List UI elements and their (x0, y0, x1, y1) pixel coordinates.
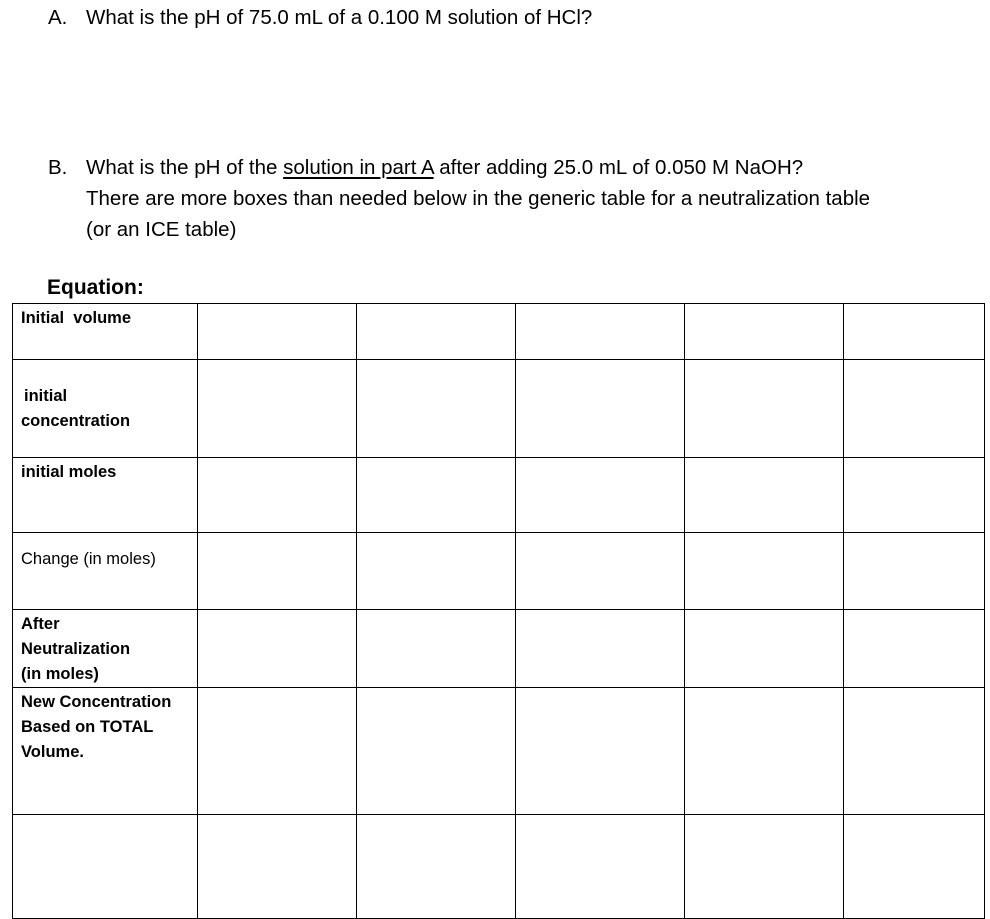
label-line: Neutralization (21, 640, 131, 658)
table-cell[interactable] (844, 360, 985, 458)
table-cell[interactable] (198, 533, 357, 610)
row-label-initial-concentration (13, 360, 198, 458)
table-cell[interactable] (198, 610, 357, 688)
label-line: initial (24, 387, 68, 405)
question-b-letter: B. (48, 156, 68, 179)
ice-table (12, 303, 985, 919)
question-b-line-2: There are more boxes than needed below in the generic table for a neutralization table (86, 187, 871, 210)
table-cell[interactable] (685, 688, 844, 815)
table-cell[interactable] (357, 815, 516, 919)
table-row-new-concentration (13, 688, 985, 815)
table-row-initial-volume (13, 304, 985, 360)
table-cell[interactable] (844, 610, 985, 688)
table-cell[interactable] (198, 360, 357, 458)
table-cell[interactable] (13, 815, 198, 919)
table-cell[interactable] (516, 360, 685, 458)
label-line: concentration (21, 412, 131, 430)
label-line: Based on TOTAL (21, 718, 154, 736)
table-row-initial-moles (13, 458, 985, 533)
table-cell[interactable] (198, 304, 357, 360)
table-row-after-neutralization (13, 610, 985, 688)
label-line: Change (in moles) (21, 550, 156, 568)
row-label-after-neutralization (13, 610, 198, 688)
table-cell[interactable] (844, 815, 985, 919)
table-cell[interactable] (844, 458, 985, 533)
table-cell[interactable] (685, 458, 844, 533)
table-cell[interactable] (516, 610, 685, 688)
table-cell[interactable] (516, 533, 685, 610)
table-cell[interactable] (844, 688, 985, 815)
table-cell[interactable] (357, 533, 516, 610)
question-b-text-after: after adding 25.0 mL of 0.050 M NaOH? (433, 156, 804, 179)
table-cell[interactable] (844, 533, 985, 610)
question-a-text: What is the pH of 75.0 mL of a 0.100 M solution of HCl? (86, 6, 593, 29)
table-cell[interactable] (516, 458, 685, 533)
table-cell[interactable] (357, 688, 516, 815)
table-row-extra (13, 815, 985, 919)
question-b-text (86, 152, 870, 245)
question-a-letter: A. (48, 6, 68, 29)
table-cell[interactable] (198, 815, 357, 919)
table-cell[interactable] (198, 458, 357, 533)
question-b-line-3: (or an ICE table) (86, 218, 237, 241)
row-label-new-concentration (13, 688, 198, 815)
equation-label: Equation: (47, 276, 144, 299)
label-line: Volume. (21, 743, 84, 761)
table-cell[interactable] (357, 458, 516, 533)
table-cell[interactable] (198, 688, 357, 815)
row-label-initial-volume (13, 304, 198, 360)
question-b-line-1 (86, 152, 870, 183)
table-cell[interactable] (357, 360, 516, 458)
table-cell[interactable] (685, 533, 844, 610)
table-cell[interactable] (357, 610, 516, 688)
label-line: (in moles) (21, 665, 99, 683)
table-cell[interactable] (516, 815, 685, 919)
table-cell[interactable] (685, 360, 844, 458)
table-cell[interactable] (685, 815, 844, 919)
label-line: Initial volume (21, 309, 132, 327)
row-label-initial-moles (13, 458, 198, 533)
table-cell[interactable] (685, 304, 844, 360)
table-row-initial-concentration (13, 360, 985, 458)
table-cell[interactable] (357, 304, 516, 360)
question-b-text-before: What is the pH of the (86, 156, 284, 179)
row-label-change (13, 533, 198, 610)
label-line: New Concentration (21, 693, 172, 711)
table-cell[interactable] (844, 304, 985, 360)
label-line: initial moles (21, 463, 117, 481)
table-cell[interactable] (516, 688, 685, 815)
label-line: After (21, 615, 60, 633)
question-b-underlined: solution in part A (283, 156, 434, 179)
table-row-change (13, 533, 985, 610)
table-cell[interactable] (685, 610, 844, 688)
table-cell[interactable] (516, 304, 685, 360)
